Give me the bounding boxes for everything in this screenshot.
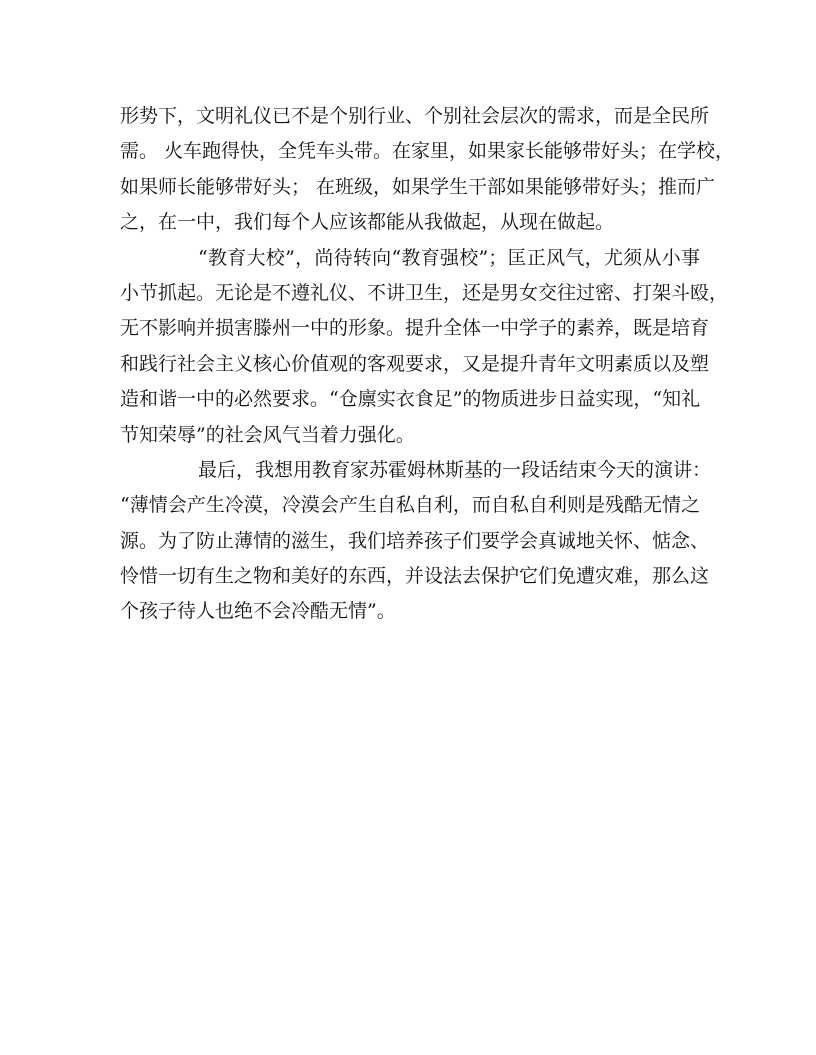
paragraph-2 [120,241,729,453]
text-line: 需。 火车跑得快，全凭车头带。在家里，如果家长能够带好头；在学校， [120,140,735,163]
text-line: 形势下，文明礼仪已不是个别行业、个别社会层次的需求，而是全民所 [120,105,710,127]
text-line: 造和谐一中的必然要求。“仓廪实衣食足”的物质进步日益实现，“知礼 [120,388,701,411]
text-line: “教育大校”，尚待转向“教育强校”；匡正风气，尤须从小事 [198,246,700,269]
text-line: 如果师长能够带好头； 在班级，如果学生干部如果能够带好头；推而广 [120,175,716,198]
text-line: 源。为了防止薄情的滋生，我们培养孩子们要学会真诚地关怀、惦念、 [120,529,710,552]
text-line: 怜惜一切有生之物和美好的东西，并设法去保护它们免遭灾难，那么这 [120,565,710,588]
paragraph-3 [120,453,712,630]
paragraph-1 [120,99,735,241]
text-line: 之，在一中，我们每个人应该都能从我做起，从现在做起。 [120,211,615,234]
text-line: “薄情会产生冷漠，冷漠会产生自私自利，而自私自利则是残酷无情之 [120,494,700,517]
text-line: 最后，我想用教育家苏霍姆林斯基的一段话结束今天的演讲： [198,458,712,481]
body-text [120,99,735,630]
text-line: 节知荣辱”的社会风气当着力强化。 [120,423,415,446]
text-line: 无不影响并损害滕州一中的形象。提升全体一中学子的素养，既是培育 [120,317,710,340]
text-line: 个孩子待人也绝不会冷酷无情”。 [120,600,396,623]
text-line: 和践行社会主义核心价值观的客观要求，又是提升青年文明素质以及塑 [120,352,710,375]
text-line: 小节抓起。无论是不遵礼仪、不讲卫生，还是男女交往过密、打架斗殴， [120,281,729,304]
